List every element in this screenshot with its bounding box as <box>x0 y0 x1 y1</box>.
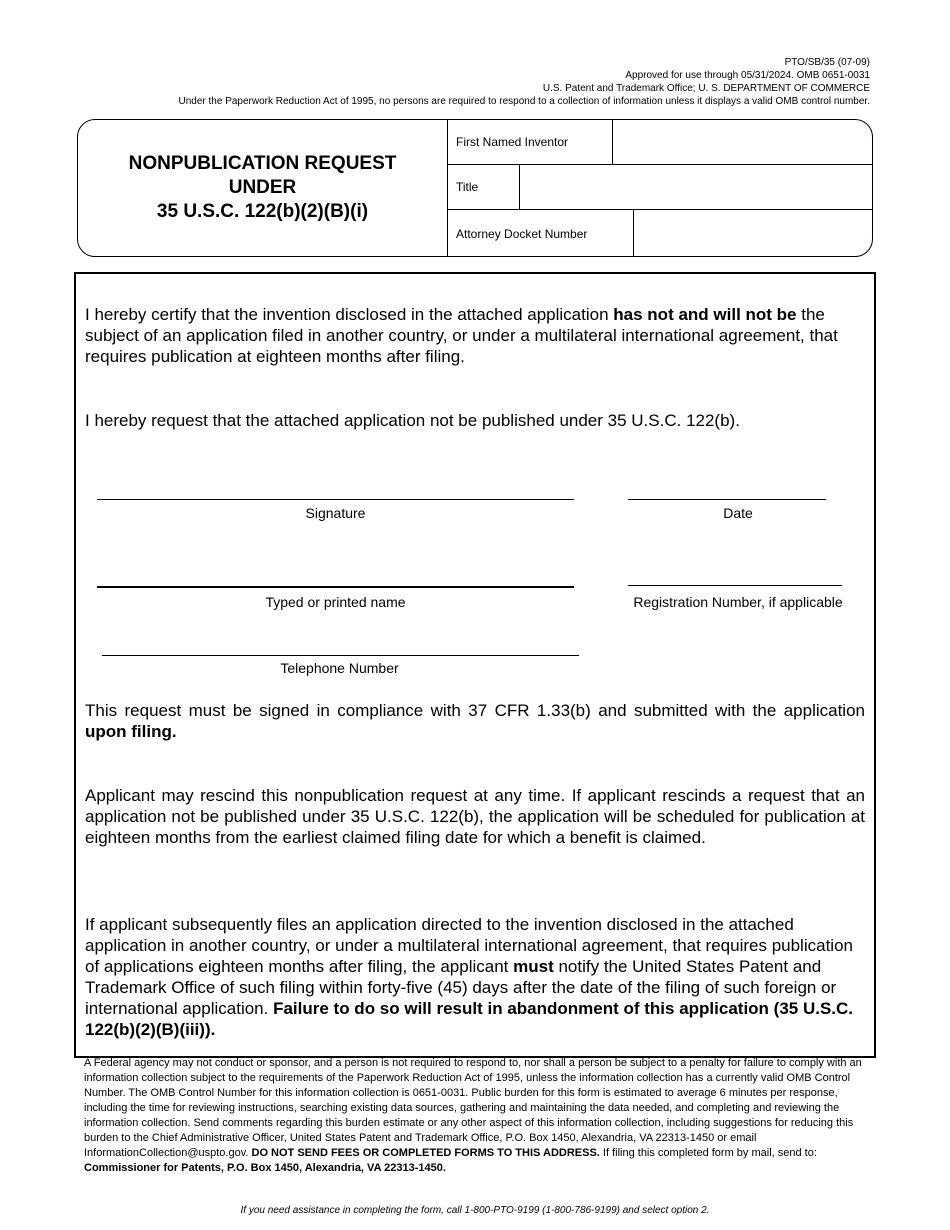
date-line[interactable] <box>628 499 826 500</box>
title-label: Title <box>448 165 520 209</box>
burden-statement <box>84 1056 870 1176</box>
foreign-filing-paragraph <box>85 914 865 1040</box>
first-named-inventor-field[interactable] <box>613 120 872 164</box>
date-label: Date <box>723 505 753 521</box>
compliance-text: This request must be signed in compliance with 37 CFR 1.33(b) and submitted with the application <box>85 701 865 720</box>
signature-label: Signature <box>305 505 366 521</box>
form-header <box>179 56 871 108</box>
compliance-bold: upon filing. <box>85 722 177 741</box>
mail-address: Commissioner for Patents, P.O. Box 1450, Alexandria, VA 22313-1450. <box>84 1162 446 1174</box>
do-not-send-warning: DO NOT SEND FEES OR COMPLETED FORMS TO THIS ADDRESS. <box>251 1147 600 1159</box>
telephone-label: Telephone Number <box>280 660 399 676</box>
foreign-filing-text: If applicant subsequently files an application directed to the invention disclosed in the attached application in another country, or under a multilateral international agreement, that requires publication of applications eighteen months after filing, the applicant <box>85 915 853 976</box>
paperwork-notice: Under the Paperwork Reduction Act of 1995, no persons are required to respond to a collection of information unless it displays a valid OMB control number. <box>178 96 870 107</box>
form-title-line1: NONPUBLICATION REQUEST <box>128 153 397 174</box>
mail-text: If filing this completed form by mail, send to: <box>599 1147 817 1159</box>
assistance-notice: If you need assistance in completing the form, call 1-800-PTO-9199 (1-800-786-9199) and select option 2. <box>240 1205 710 1216</box>
telephone-line[interactable] <box>102 655 579 656</box>
identification-box <box>77 119 873 257</box>
request-paragraph: I hereby request that the attached application not be published under 35 U.S.C. 122(b). <box>85 411 740 430</box>
signature-line[interactable] <box>97 499 574 500</box>
typed-name-line[interactable] <box>97 586 574 588</box>
certification-text-end: the subject of an application filed in another country, or under a multilateral international agreement, that requires publication at eighteen months after filing. <box>85 305 838 366</box>
first-named-inventor-row <box>448 120 872 165</box>
agency-name: U.S. Patent and Trademark Office; U. S. DEPARTMENT OF COMMERCE <box>542 83 870 94</box>
title-row <box>448 165 872 210</box>
foreign-filing-warning: Failure to do so will result in abandonment of this application (35 U.S.C. 122(b)(2)(B)(iii)). <box>85 999 854 1039</box>
registration-number-label: Registration Number, if applicable <box>633 594 843 610</box>
attorney-docket-field[interactable] <box>634 210 872 257</box>
foreign-filing-must: must <box>513 957 554 976</box>
form-number: PTO/SB/35 (07-09) <box>784 57 870 68</box>
form-title <box>78 120 448 256</box>
attorney-docket-label: Attorney Docket Number <box>448 210 634 257</box>
typed-name-label: Typed or printed name <box>265 594 406 610</box>
rescind-paragraph: Applicant may rescind this nonpublication request at any time. If applicant rescinds a request that an application not be published under 35 U.S.C. 122(b), the application will be scheduled for publication at eighteen months from the earliest claimed filing date for which a benefit is claimed. <box>85 786 865 847</box>
registration-number-line[interactable] <box>628 585 842 586</box>
approval-notice: Approved for use through 05/31/2024. OMB 0651-0031 <box>625 70 870 81</box>
foreign-filing-text-mid: notify the United States Patent and Trademark Office of such filing within forty-five (45) days after the date of the filing of such foreign or international application. <box>85 957 837 1018</box>
form-title-line2: UNDER <box>228 177 297 198</box>
attorney-docket-row <box>448 210 872 257</box>
form-title-line3: 35 U.S.C. 122(b)(2)(B)(i) <box>156 201 369 222</box>
burden-text: A Federal agency may not conduct or sponsor, and a person is not required to respond to, nor shall a person be subject to a penalty for failure to comply with an information collection subject to the requirements of the Paperwork Reduction Act of 1995, unless the information collection has a currently valid OMB Control Number. The OMB Control Number for this information collection is 0651-0031. Public burden for this form is estimated to average 6 minutes per response, including the time for reviewing instructions, searching existing data sources, gathering and maintaining the data needed, and completing and reviewing the information collection. Send comments regarding this burden estimate or any other aspect of this information collection, including suggestions for reducing this burden to the Chief Administrative Officer, United States Patent and Trademark Office, P.O. Box 1450, Alexandria, VA 22313-1450 or email InformationCollection@uspto.gov. <box>84 1057 862 1159</box>
certification-paragraph <box>85 304 865 367</box>
compliance-paragraph <box>85 700 865 742</box>
certification-bold: has not and will not be <box>613 305 797 324</box>
certification-text: I hereby certify that the invention disclosed in the attached application <box>85 305 614 324</box>
title-field[interactable] <box>520 165 872 209</box>
request-box <box>74 272 876 1058</box>
first-named-inventor-label: First Named Inventor <box>448 120 613 164</box>
